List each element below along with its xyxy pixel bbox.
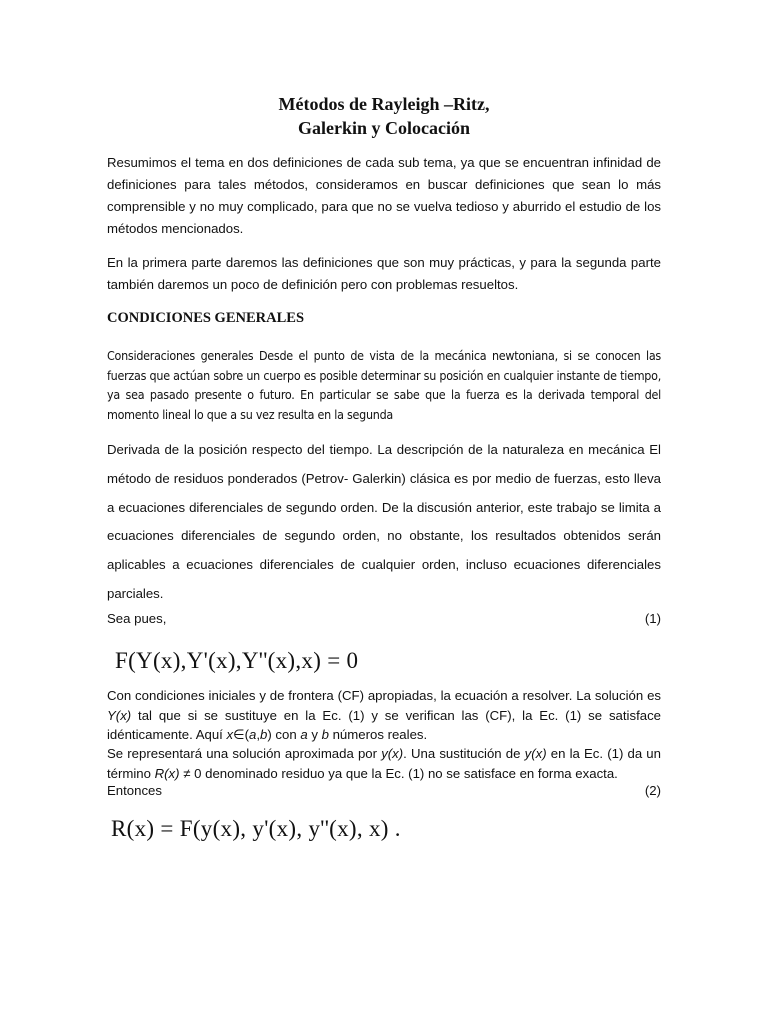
approximation-paragraph: Se representará una solución aproximada por y(x). Una sustitución de y(x) en la Ec. (1) da un término R(x) ≠ 0 denominado residuo ya que la Ec. (1) no se satisface en forma exacta. bbox=[107, 746, 661, 781]
equation-1-number: (1) bbox=[644, 611, 661, 626]
considerations-paragraph: Consideraciones generales Desde el punto de vista de la mecánica newtoniana, si se conocen las fuerzas que actúan sobre un cuerpo es posible determinar su posición en cualquier instante de tiempo, ya sea pasado presente o futuro. En particular se sabe que la fuerza es la derivada temporal del momento lineal lo que a su vez resulta en la segunda bbox=[107, 348, 661, 422]
equation-2-formula: R(x) = F(y(x), y'(x), y''(x), x) . bbox=[111, 816, 401, 841]
equation-1-line bbox=[107, 611, 661, 626]
intro-paragraph-2: En la primera parte daremos las definiciones que son muy prácticas, y para la segunda parte también daremos un poco de definición pero con problemas resueltos. bbox=[107, 255, 661, 292]
section-heading: CONDICIONES GENERALES bbox=[107, 310, 305, 326]
equation-2-lead: Entonces bbox=[107, 783, 162, 798]
conditions-paragraph: Con condiciones iniciales y de frontera (CF) apropiadas, la ecuación a resolver. La solución es Y(x) tal que si se sustituye en la Ec. (1) y se verifican las (CF), la Ec. (1) se satisface idénticamente. Aquí x∈(a,b) con a y b números reales. bbox=[107, 688, 661, 742]
intro-paragraph: Resumimos el tema en dos definiciones de cada sub tema, ya que se encuentran infinidad de definiciones para tales métodos, consideramos en buscar definiciones que sean lo más comprensible y no muy complicado, para que no se vuelva tedioso y aburrido el estudio de los métodos mencionados. bbox=[107, 155, 661, 236]
derivative-paragraph: Derivada de la posición respecto del tiempo. La descripción de la naturaleza en mecánica El método de residuos ponderados (Petrov- Galerkin) clásica es por medio de fuerzas, esto lleva a ecuaciones diferenciales de segundo orden. De la discusión anterior, este trabajo se limita a ecuaciones diferenciales de segundo orden, no obstante, los resultados obtenidos serán aplicables a ecuaciones diferenciales de cualquier orden, incluso ecuaciones diferenciales parciales. bbox=[107, 442, 661, 601]
equation-2-number: (2) bbox=[644, 783, 661, 798]
document-title bbox=[107, 92, 661, 140]
document-page bbox=[107, 92, 661, 841]
equation-1-lead: Sea pues, bbox=[107, 611, 167, 626]
equation-1-formula: F(Y(x),Y'(x),Y''(x),x) = 0 bbox=[115, 648, 359, 673]
title-line-2: Galerkin y Colocación bbox=[298, 118, 470, 138]
equation-2-line bbox=[107, 783, 661, 798]
title-line-1: Métodos de Rayleigh –Ritz, bbox=[278, 94, 490, 114]
